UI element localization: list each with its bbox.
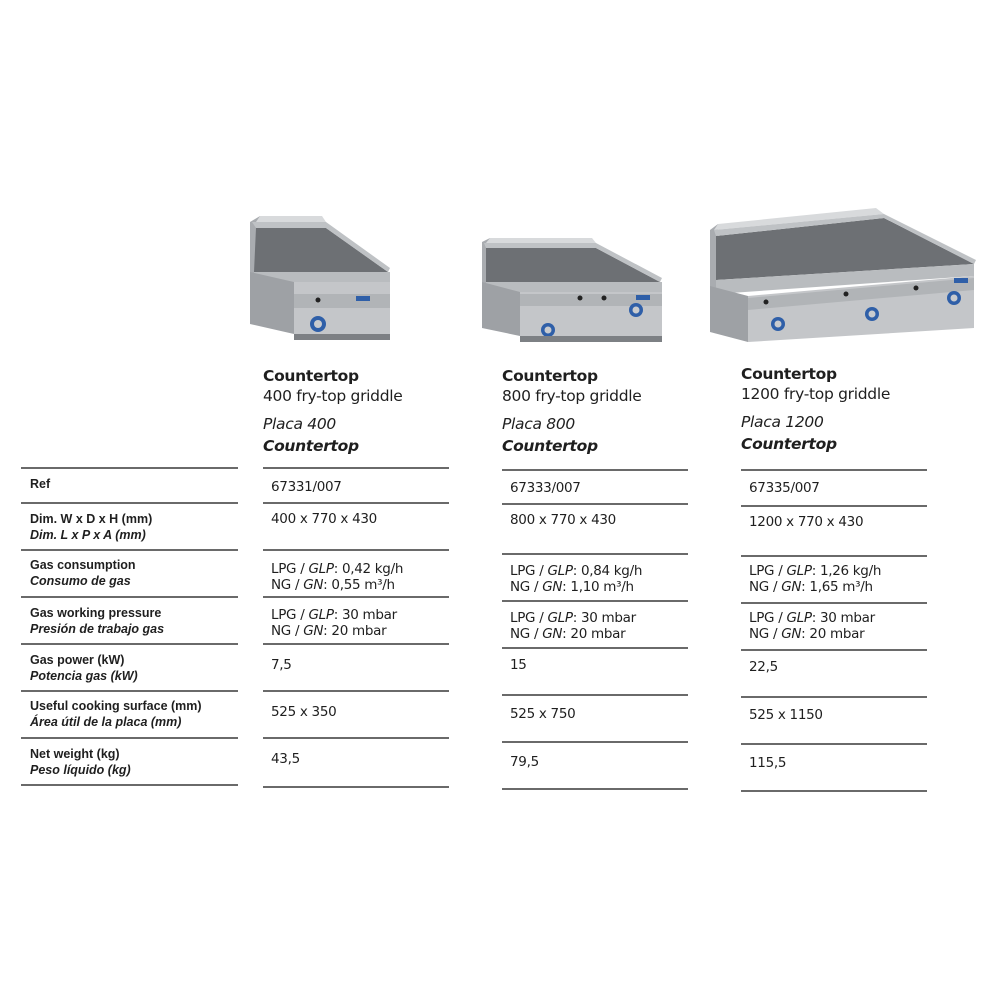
gas-consumption-value xyxy=(510,563,642,595)
row-label-es: Presión de trabajo gas xyxy=(30,622,165,636)
ng-label: NG / xyxy=(271,623,300,639)
row-divider xyxy=(263,643,449,645)
product-title-en: Countertop xyxy=(502,367,598,385)
row-label-es: Consumo de gas xyxy=(30,574,131,588)
net-weight-value: 79,5 xyxy=(510,754,539,770)
gn-label: GN xyxy=(303,623,324,639)
gn-label: GN xyxy=(542,579,563,595)
ng-pressure: : 20 mbar xyxy=(801,626,865,642)
row-label-gas-consumption xyxy=(30,557,240,589)
row-divider xyxy=(21,596,238,598)
net-weight-value: 115,5 xyxy=(749,755,787,771)
gn-label: GN xyxy=(781,579,802,595)
row-label-en: Net weight (kg) xyxy=(30,747,120,761)
dimensions-value: 400 x 770 x 430 xyxy=(271,511,377,527)
lpg-pressure: : 30 mbar xyxy=(572,610,636,626)
product-subtitle-es: Countertop xyxy=(502,437,598,455)
product-subtitle-es: Countertop xyxy=(263,437,359,455)
row-divider xyxy=(263,502,449,504)
lpg-label: LPG / xyxy=(271,607,305,623)
row-label-es: Potencia gas (kW) xyxy=(30,669,138,683)
row-label-ref xyxy=(30,476,240,492)
cooking-surface-value: 525 x 350 xyxy=(271,704,337,720)
row-label-net-weight xyxy=(30,746,240,778)
gas-power-value: 7,5 xyxy=(271,657,292,673)
countertop-800-griddle-image xyxy=(480,236,665,344)
row-divider xyxy=(263,467,449,469)
lpg-consumption: : 1,26 kg/h xyxy=(811,563,882,579)
countertop-1200-griddle-image xyxy=(708,206,978,346)
product-title-es: Placa 800 xyxy=(502,415,575,433)
row-label-cooking-surface xyxy=(30,698,240,730)
row-divider xyxy=(502,600,688,602)
lpg-pressure: : 30 mbar xyxy=(333,607,397,623)
glp-label: GLP xyxy=(547,610,573,626)
row-label-es: Peso líquido (kg) xyxy=(30,763,131,777)
gas-pressure-value xyxy=(749,610,875,642)
row-divider xyxy=(21,502,238,504)
ref-value: 67335/007 xyxy=(749,480,820,496)
glp-label: GLP xyxy=(308,561,334,577)
row-divider xyxy=(741,602,927,604)
row-label-es: Área útil de la placa (mm) xyxy=(30,715,182,729)
dimensions-value: 800 x 770 x 430 xyxy=(510,512,616,528)
product-subtitle-es: Countertop xyxy=(741,435,837,453)
product-subtitle-en: 400 fry-top griddle xyxy=(263,387,403,405)
cooking-surface-value: 525 x 1150 xyxy=(749,707,823,723)
row-label-en: Gas consumption xyxy=(30,558,136,572)
lpg-label: LPG / xyxy=(271,561,305,577)
ng-pressure: : 20 mbar xyxy=(562,626,626,642)
gas-pressure-value xyxy=(271,607,397,639)
countertop-400-griddle-image xyxy=(248,214,393,344)
gn-label: GN xyxy=(542,626,563,642)
row-divider xyxy=(21,549,238,551)
lpg-consumption: : 0,84 kg/h xyxy=(572,563,643,579)
product-subtitle-en: 800 fry-top griddle xyxy=(502,387,642,405)
glp-label: GLP xyxy=(786,563,812,579)
row-divider xyxy=(502,553,688,555)
gn-label: GN xyxy=(781,626,802,642)
gas-power-value: 22,5 xyxy=(749,659,778,675)
product-header-1200 xyxy=(741,364,941,455)
ng-label: NG / xyxy=(749,579,778,595)
row-divider xyxy=(741,696,927,698)
gas-pressure-value xyxy=(510,610,636,642)
product-title-en: Countertop xyxy=(263,367,359,385)
row-label-en: Gas power (kW) xyxy=(30,653,125,667)
row-divider xyxy=(263,737,449,739)
row-divider xyxy=(502,503,688,505)
row-label-dimensions xyxy=(30,511,240,543)
row-divider xyxy=(21,643,238,645)
row-divider xyxy=(502,469,688,471)
row-divider xyxy=(21,784,238,786)
ng-consumption: : 1,65 m³/h xyxy=(801,579,873,595)
row-divider xyxy=(741,555,927,557)
row-divider xyxy=(263,549,449,551)
net-weight-value: 43,5 xyxy=(271,751,300,767)
ng-label: NG / xyxy=(271,577,300,593)
gas-consumption-value xyxy=(749,563,881,595)
product-title-es: Placa 400 xyxy=(263,415,336,433)
row-label-en: Dim. W x D x H (mm) xyxy=(30,512,153,526)
product-title-en: Countertop xyxy=(741,365,837,383)
row-label-en: Gas working pressure xyxy=(30,606,162,620)
row-label-en: Ref xyxy=(30,477,51,491)
lpg-pressure: : 30 mbar xyxy=(811,610,875,626)
glp-label: GLP xyxy=(308,607,334,623)
dimensions-value: 1200 x 770 x 430 xyxy=(749,514,864,530)
row-divider xyxy=(21,690,238,692)
row-divider xyxy=(741,790,927,792)
lpg-label: LPG / xyxy=(749,563,783,579)
lpg-label: LPG / xyxy=(510,563,544,579)
lpg-consumption: : 0,42 kg/h xyxy=(333,561,404,577)
ng-label: NG / xyxy=(510,626,539,642)
product-header-400 xyxy=(263,366,463,457)
row-divider xyxy=(741,649,927,651)
gas-power-value: 15 xyxy=(510,657,527,673)
ng-pressure: : 20 mbar xyxy=(323,623,387,639)
row-divider xyxy=(741,505,927,507)
ng-consumption: : 1,10 m³/h xyxy=(562,579,634,595)
row-divider xyxy=(263,596,449,598)
ref-value: 67333/007 xyxy=(510,480,581,496)
product-subtitle-en: 1200 fry-top griddle xyxy=(741,385,891,403)
gas-consumption-value xyxy=(271,561,403,593)
row-label-en: Useful cooking surface (mm) xyxy=(30,699,202,713)
row-divider xyxy=(502,647,688,649)
row-label-gas-power xyxy=(30,652,240,684)
row-divider xyxy=(741,469,927,471)
row-divider xyxy=(502,741,688,743)
row-label-es: Dim. L x P x A (mm) xyxy=(30,528,146,542)
row-divider xyxy=(502,694,688,696)
ref-value: 67331/007 xyxy=(271,479,342,495)
lpg-label: LPG / xyxy=(749,610,783,626)
row-divider xyxy=(263,690,449,692)
ng-label: NG / xyxy=(749,626,778,642)
glp-label: GLP xyxy=(786,610,812,626)
product-title-es: Placa 1200 xyxy=(741,413,824,431)
ng-label: NG / xyxy=(510,579,539,595)
glp-label: GLP xyxy=(547,563,573,579)
row-label-gas-pressure xyxy=(30,605,240,637)
row-divider xyxy=(21,737,238,739)
lpg-label: LPG / xyxy=(510,610,544,626)
ng-consumption: : 0,55 m³/h xyxy=(323,577,395,593)
row-divider xyxy=(263,786,449,788)
row-divider xyxy=(21,467,238,469)
product-header-800 xyxy=(502,366,702,457)
cooking-surface-value: 525 x 750 xyxy=(510,706,576,722)
gn-label: GN xyxy=(303,577,324,593)
row-divider xyxy=(502,788,688,790)
row-divider xyxy=(741,743,927,745)
